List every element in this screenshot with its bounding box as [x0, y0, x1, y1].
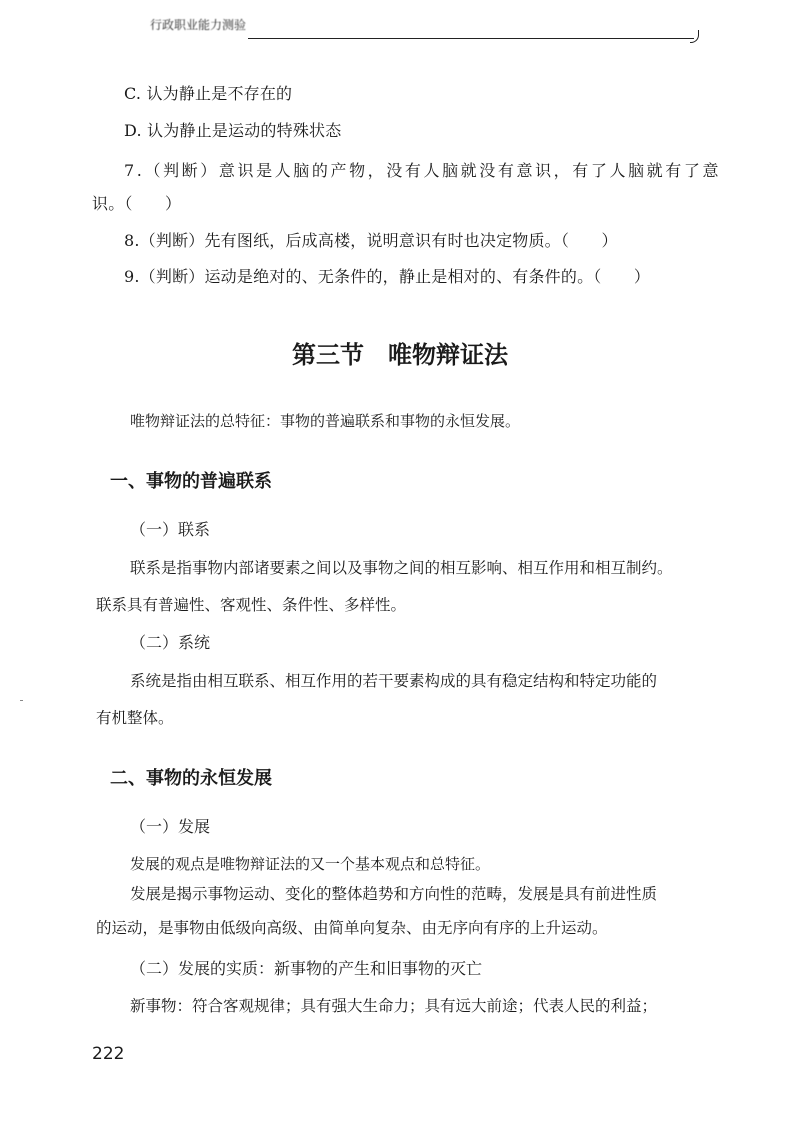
question-9: 9.（判断）运动是绝对的、无条件的，静止是相对的、有条件的。（ ）: [124, 267, 651, 286]
part-1-heading: 一、事物的普遍联系: [110, 471, 272, 492]
part-1-sub-1-heading: （一）联系: [130, 520, 211, 539]
link-definition-line-2: 联系具有普遍性、客观性、条件性、多样性。: [96, 596, 407, 614]
part-2-sub-1-heading: （一）发展: [130, 817, 211, 836]
part-2-sub-2-heading: （二）发展的实质：新事物的产生和旧事物的灭亡: [130, 959, 483, 978]
question-8: 8.（判断）先有图纸，后成高楼，说明意识有时也决定物质。（ ）: [124, 231, 618, 250]
development-paragraph-2-line-1: 发展是揭示事物运动、变化的整体趋势和方向性的范畴，发展是具有前进性质: [130, 885, 658, 903]
header-rule: [248, 38, 694, 39]
development-paragraph-2-line-2: 的运动，是事物由低级向高级、由简单向复杂、由无序向有序的上升运动。: [96, 919, 608, 937]
scan-speck: [20, 700, 23, 701]
part-2-heading: 二、事物的永恒发展: [110, 768, 272, 789]
system-definition-line-1: 系统是指由相互联系、相互作用的若干要素构成的具有稳定结构和特定功能的: [130, 672, 658, 690]
system-definition-line-2: 有机整体。: [96, 709, 174, 727]
header-rule-end: [690, 30, 699, 43]
running-header-title: 行政职业能力测验: [150, 18, 246, 32]
new-things-line-1: 新事物：符合客观规律；具有强大生命力；具有远大前途；代表人民的利益；: [130, 997, 658, 1015]
section-intro: 唯物辩证法的总特征：事物的普遍联系和事物的永恒发展。: [130, 412, 521, 430]
development-paragraph-1: 发展的观点是唯物辩证法的又一个基本观点和总特征。: [130, 855, 491, 873]
page-number: 222: [92, 1044, 125, 1064]
question-7-line-2: 识。（ ）: [92, 194, 182, 213]
part-1-sub-2-heading: （二）系统: [130, 633, 211, 652]
option-c: C. 认为静止是不存在的: [124, 84, 293, 103]
section-title: 第三节 唯物辩证法: [292, 341, 508, 369]
question-7-line-1: 7.（判断）意识是人脑的产物，没有人脑就没有意识，有了人脑就有了意: [124, 161, 722, 180]
option-d: D. 认为静止是运动的特殊状态: [124, 121, 342, 140]
link-definition-line-1: 联系是指事物内部诸要素之间以及事物之间的相互影响、相互作用和相互制约。: [130, 559, 673, 577]
